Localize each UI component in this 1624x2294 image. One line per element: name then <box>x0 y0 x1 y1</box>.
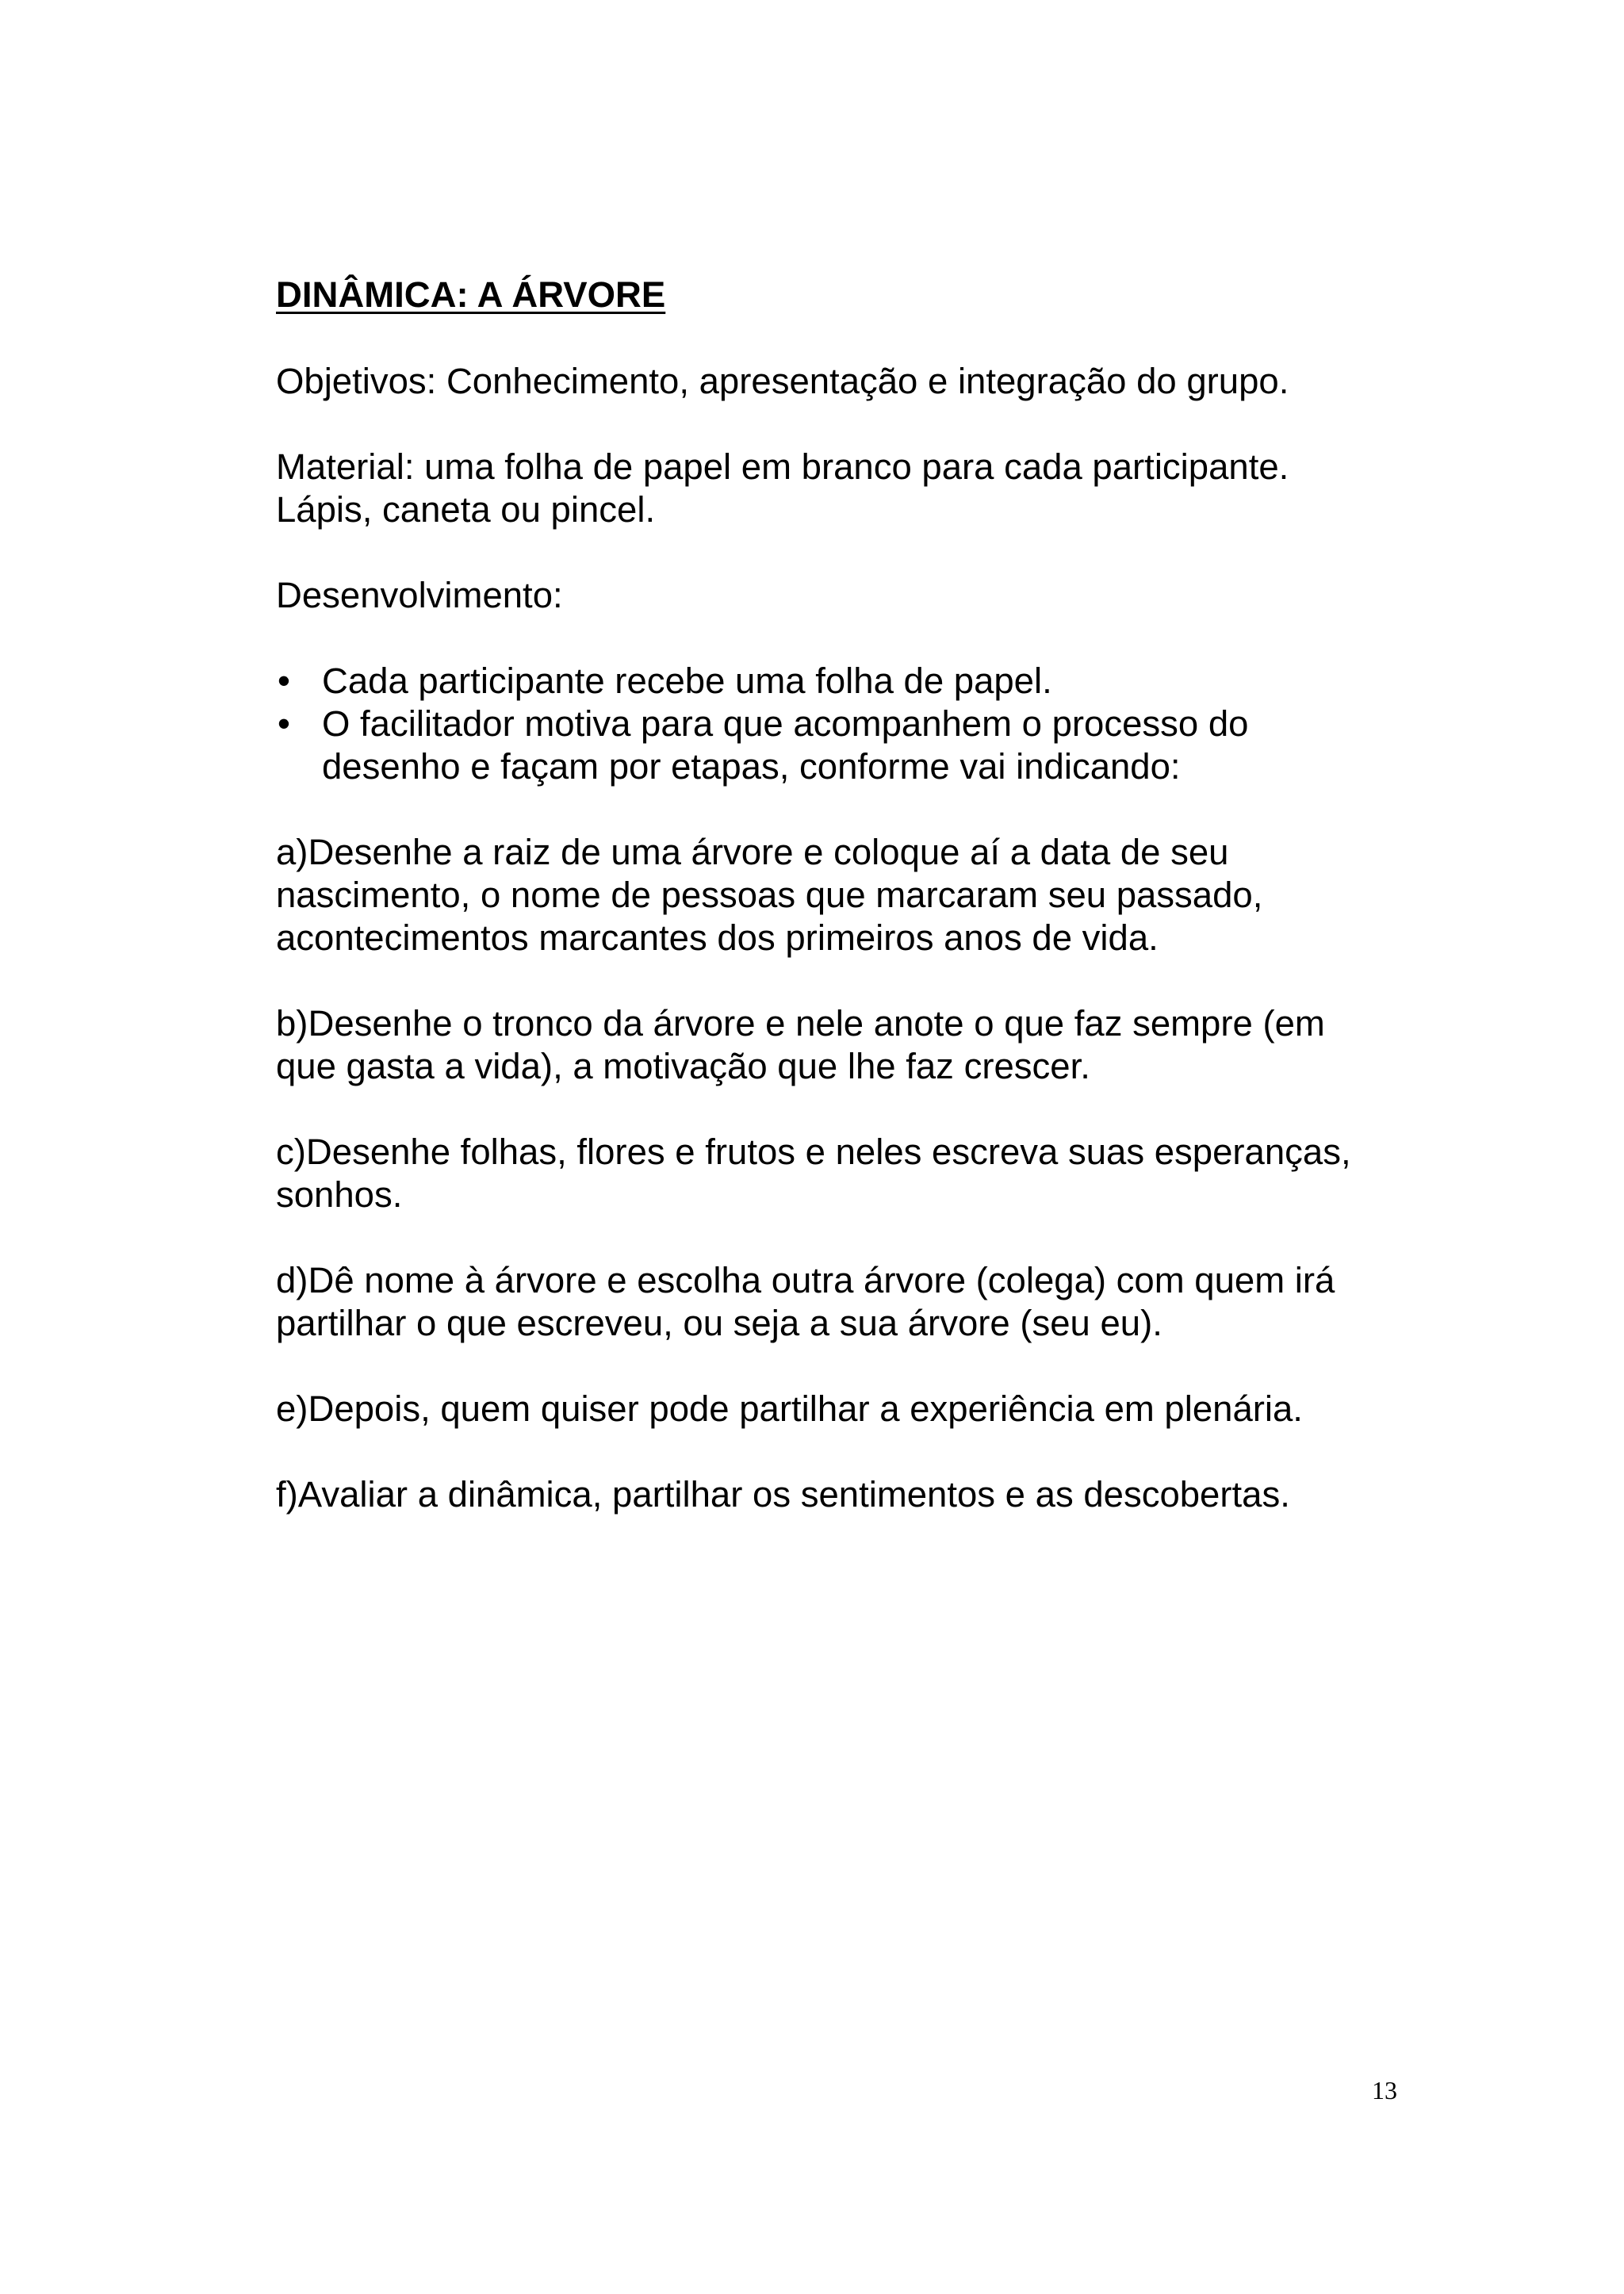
step-f-paragraph <box>276 1473 1442 1516</box>
document-body <box>276 274 1442 1559</box>
bullet-dot-icon: • <box>278 703 290 744</box>
material-paragraph <box>276 446 1442 531</box>
step-line: acontecimentos marcantes dos primeiros anos de vida. <box>276 917 1159 958</box>
bullet-text: Cada participante recebe uma folha de papel. <box>322 661 1052 701</box>
material-line: Material: uma folha de papel em branco para cada participante. <box>276 446 1289 487</box>
development-bullet-list <box>276 660 1442 788</box>
bullet-dot-icon: • <box>278 661 290 701</box>
page-number: 13 <box>1372 2076 1397 2104</box>
step-d-paragraph <box>276 1259 1442 1345</box>
bullet-text: O facilitador motiva para que acompanhem o processo do <box>322 703 1249 744</box>
step-e-paragraph <box>276 1388 1442 1430</box>
step-c-paragraph <box>276 1131 1442 1216</box>
step-line: que gasta a vida), a motivação que lhe faz crescer. <box>276 1046 1090 1086</box>
document-title: DINÂMICA: A ÁRVORE <box>276 274 666 315</box>
step-line: e)Depois, quem quiser pode partilhar a experiência em plenária. <box>276 1388 1303 1429</box>
objectives-paragraph: Objetivos: Conhecimento, apresentação e integração do grupo. <box>276 361 1289 401</box>
development-label: Desenvolvimento: <box>276 575 563 615</box>
step-a-paragraph <box>276 831 1442 959</box>
step-line: f)Avaliar a dinâmica, partilhar os sentimentos e as descobertas. <box>276 1474 1290 1515</box>
step-line: b)Desenhe o tronco da árvore e nele anote o que faz sempre (em <box>276 1003 1325 1044</box>
step-line: partilhar o que escreveu, ou seja a sua árvore (seu eu). <box>276 1303 1162 1343</box>
step-line: sonhos. <box>276 1174 403 1215</box>
bullet-item <box>276 660 1442 703</box>
step-line: c)Desenhe folhas, flores e frutos e neles escreva suas esperanças, <box>276 1132 1351 1172</box>
step-line: d)Dê nome à árvore e escolha outra árvore (colega) com quem irá <box>276 1260 1335 1300</box>
step-line: a)Desenhe a raiz de uma árvore e coloque aí a data de seu <box>276 832 1229 872</box>
bullet-text: desenho e façam por etapas, conforme vai indicando: <box>322 746 1181 787</box>
step-line: nascimento, o nome de pessoas que marcaram seu passado, <box>276 875 1263 915</box>
bullet-item <box>276 703 1442 788</box>
material-line: Lápis, caneta ou pincel. <box>276 489 656 530</box>
step-b-paragraph <box>276 1002 1442 1088</box>
